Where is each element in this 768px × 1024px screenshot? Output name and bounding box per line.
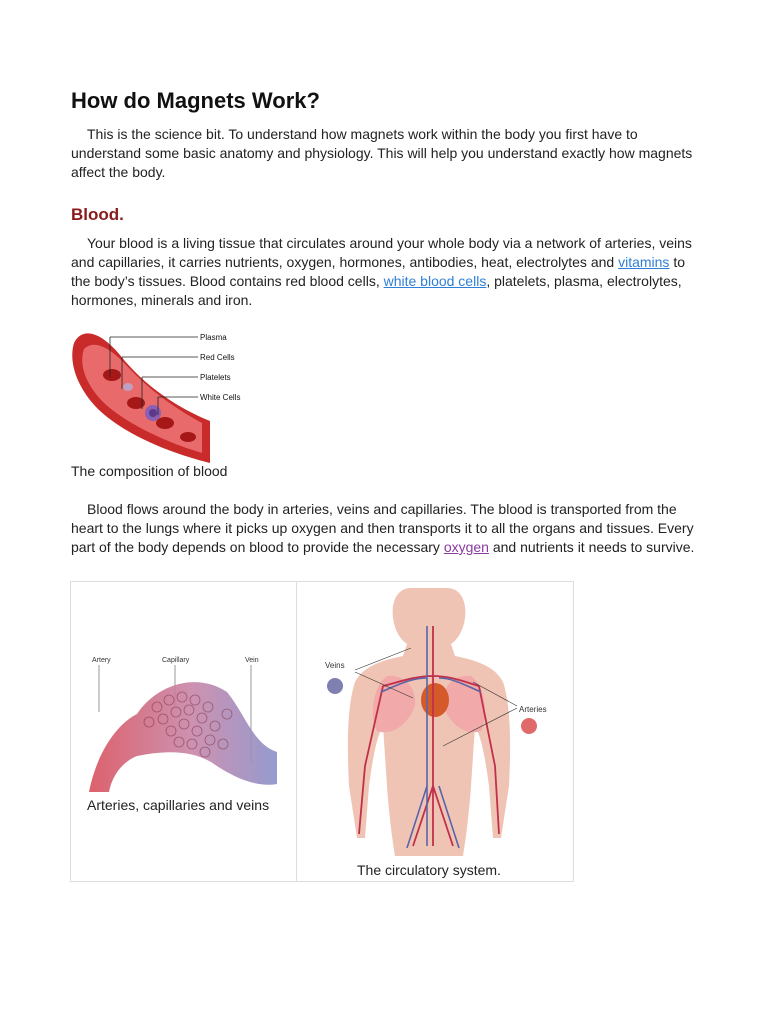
label-capillary: Capillary <box>162 657 190 664</box>
label-veins: Veins <box>325 661 345 670</box>
figure-table <box>70 581 574 882</box>
vessels-caption: Arteries, capillaries and veins <box>87 797 270 813</box>
blood-composition-illustration <box>70 325 270 463</box>
label-plasma: Plasma <box>200 333 227 342</box>
blood-paragraph <box>71 234 699 310</box>
vessels-illustration <box>87 652 279 798</box>
page-title: How do Magnets Work? <box>71 88 320 113</box>
blood-text-3: , platelets, plasma, electrolytes, hormones, minerals and iron. <box>71 273 682 308</box>
table-divider <box>296 582 297 881</box>
blood-caption: The composition of blood <box>71 463 228 479</box>
label-arteries: Arteries <box>519 705 547 714</box>
circulatory-caption: The circulatory system. <box>357 862 501 878</box>
flow-text-1: Blood flows around the body in arteries, veins and capillaries. The blood is transported from the heart to the lungs where it picks up oxygen and then transports it to all the organs and tissues. Every part of the body depends on blood to provide the necessary <box>71 501 694 555</box>
flow-paragraph <box>71 500 699 557</box>
label-artery: Artery <box>92 657 111 664</box>
intro-text: This is the science bit. To understand how magnets work within the body you first have to understand some basic anatomy and physiology. This will help you understand exactly how magnets affect the body. <box>71 126 693 180</box>
flow-text-2: and nutrients it needs to survive. <box>488 539 695 555</box>
blood-text-2: to the body’s tissues. Blood contains red blood cells, <box>71 254 686 289</box>
vitamins-link[interactable]: vitamins <box>618 254 670 270</box>
label-vein: Vein <box>245 657 259 664</box>
label-white-cells: White Cells <box>200 393 241 402</box>
intro-paragraph <box>71 125 699 182</box>
arteries-color-swatch <box>521 718 537 734</box>
label-red-cells: Red Cells <box>200 353 235 362</box>
oxygen-link[interactable]: oxygen <box>443 539 489 555</box>
blood-heading: Blood. <box>71 205 124 224</box>
label-platelets: Platelets <box>200 373 231 382</box>
circulatory-system-illustration <box>303 586 565 856</box>
white-blood-cells-link[interactable]: white blood cells <box>383 273 487 289</box>
blood-text-1: Your blood is a living tissue that circulates around your whole body via a network of arteries, veins and capillaries, it carries nutrients, oxygen, hormones, antibodies, heat, electrolytes and <box>71 235 692 270</box>
veins-color-swatch <box>327 678 343 694</box>
